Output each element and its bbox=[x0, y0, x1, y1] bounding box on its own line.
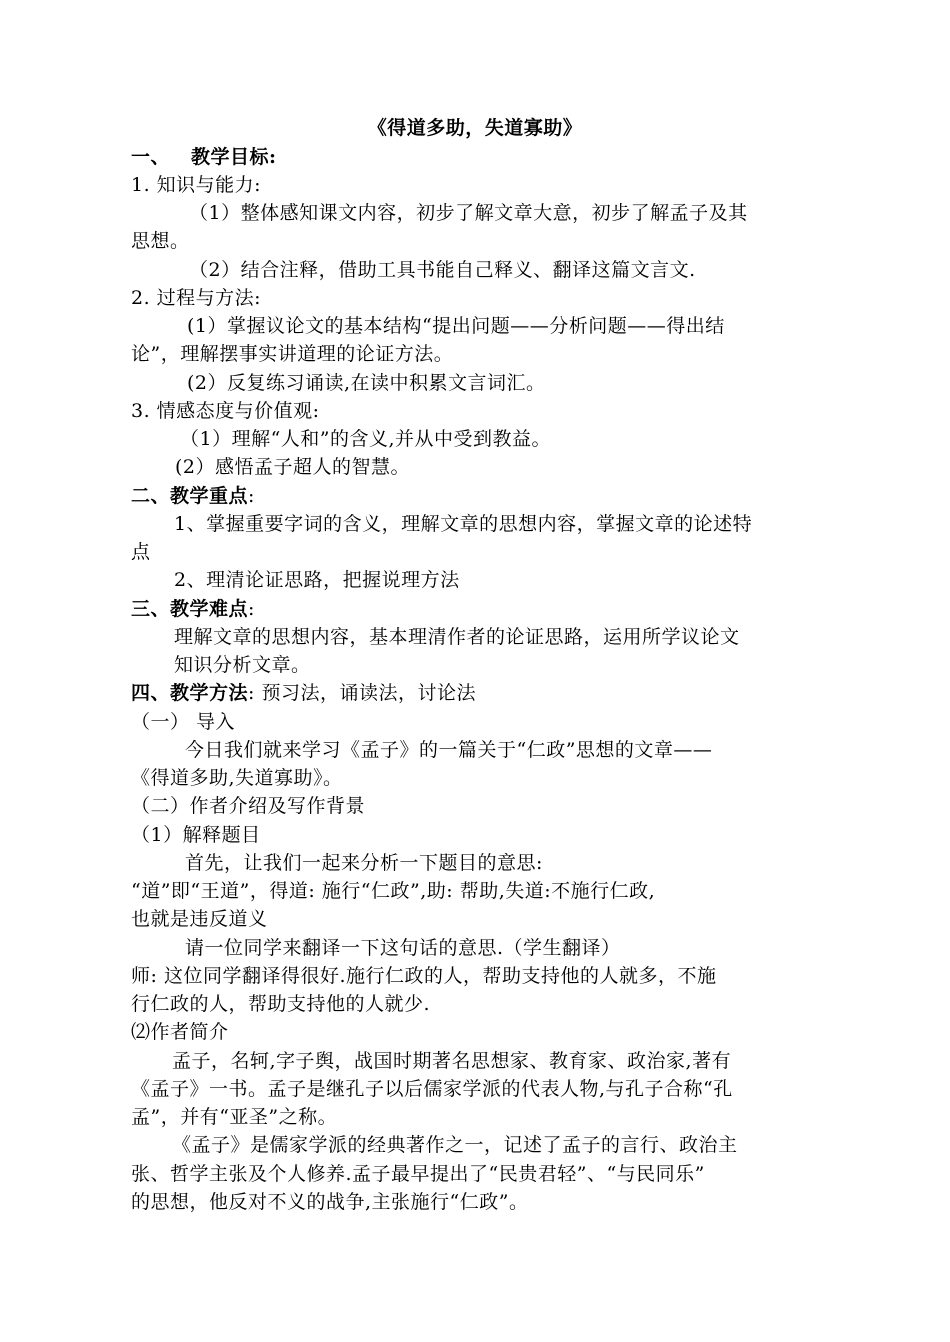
author-bio-line-2: 《孟子》一书。孟子是继孔子以后儒家学派的代表人物,与孔子合称“孔 bbox=[131, 1078, 733, 1100]
objective-2b: (2）反复练习诵读,在读中积累文言词汇。 bbox=[187, 372, 546, 394]
objective-2a-line-1: (1）掌握议论文的基本结构“提出问题——分析问题——得出结 bbox=[187, 315, 725, 337]
sub-heading-title-explain: （1）解释题目 bbox=[131, 824, 261, 846]
objective-1-heading: 1. 知识与能力: bbox=[131, 174, 262, 196]
objective-1b: （2）结合注释，借助工具书能自己释义、翻译这篇文言文. bbox=[189, 259, 696, 281]
objective-2-heading: 2. 过程与方法: bbox=[131, 287, 262, 309]
book-intro-line-2: 张、哲学主张及个人修养.孟子最早提出了“民贵君轻”、“与民同乐” bbox=[131, 1163, 705, 1185]
title-analysis-intro: 首先，让我们一起来分析一下题目的意思: bbox=[185, 852, 543, 874]
section-4-heading bbox=[131, 679, 476, 708]
teacher-comment-line-2: 行仁政的人，帮助支持他的人就少. bbox=[131, 993, 431, 1015]
key-point-1-line-2: 点 bbox=[131, 541, 151, 563]
section-1-heading bbox=[131, 143, 277, 172]
objective-1a-line-2: 思想。 bbox=[131, 230, 190, 252]
teaching-methods: : 预习法，诵读法，讨论法 bbox=[248, 682, 476, 704]
book-intro-line-1: 《孟子》是儒家学派的经典著作之一，记述了孟子的言行、政治主 bbox=[172, 1134, 738, 1156]
section-3-colon: : bbox=[248, 598, 255, 620]
intro-line-2: 《得道多助,失道寡助》。 bbox=[131, 767, 343, 789]
key-point-1-line-1: 1、掌握重要字词的含义，理解文章的思想内容，掌握文章的论述特 bbox=[174, 513, 753, 535]
objective-3a: （1）理解“人和”的含义,并从中受到教益。 bbox=[180, 428, 552, 450]
document-title: 《得道多助，失道寡助》 bbox=[367, 117, 583, 139]
section-4-title: 四、教学方法 bbox=[131, 682, 249, 704]
translation-prompt: 请一位同学来翻译一下这句话的意思.（学生翻译） bbox=[185, 937, 621, 959]
section-2-colon: : bbox=[248, 485, 255, 507]
book-intro-line-3: 的思想，他反对不义的战争,主张施行“仁政”。 bbox=[131, 1191, 529, 1213]
section-2-title: 二、教学重点 bbox=[131, 485, 249, 507]
objective-3-heading: 3. 情感态度与价值观: bbox=[131, 400, 320, 422]
intro-line-1: 今日我们就来学习《孟子》的一篇关于“仁政”思想的文章—— bbox=[185, 739, 713, 761]
title-analysis-line-2: 也就是违反道义 bbox=[131, 908, 268, 930]
section-2-heading bbox=[131, 482, 255, 511]
difficulty-line-1: 理解文章的思想内容，基本理清作者的论证思路，运用所学议论文 bbox=[174, 626, 740, 648]
section-3-heading bbox=[131, 595, 255, 624]
teacher-comment-line-1: 师: 这位同学翻译得很好.施行仁政的人，帮助支持他的人就多，不施 bbox=[131, 965, 717, 987]
difficulty-line-2: 知识分析文章。 bbox=[174, 654, 311, 676]
step-1-heading: （一） 导入 bbox=[131, 711, 236, 733]
objective-1a-line-1: （1）整体感知课文内容，初步了解文章大意，初步了解孟子及其 bbox=[189, 202, 748, 224]
section-1-number: 一、 bbox=[131, 146, 171, 168]
author-bio-line-3: 孟”，并有“亚圣”之称。 bbox=[131, 1106, 338, 1128]
sub-heading-author: ⑵作者简介 bbox=[131, 1021, 229, 1043]
section-1-title: 教学目标: bbox=[191, 146, 277, 168]
objective-3b: (2）感悟孟子超人的智慧。 bbox=[175, 456, 411, 478]
author-bio-line-1: 孟子，名轲,字子舆，战国时期著名思想家、教育家、政治家,著有 bbox=[172, 1050, 732, 1072]
key-point-2: 2、理清论证思路，把握说理方法 bbox=[174, 569, 460, 591]
section-3-title: 三、教学难点 bbox=[131, 598, 249, 620]
title-analysis-line-1: “道”即“王道”，得道: 施行“仁政”,助: 帮助,失道:不施行仁政, bbox=[131, 880, 656, 902]
step-2-heading: （二）作者介绍及写作背景 bbox=[131, 795, 366, 817]
objective-2a-line-2: 论”，理解摆事实讲道理的论证方法。 bbox=[131, 343, 454, 365]
